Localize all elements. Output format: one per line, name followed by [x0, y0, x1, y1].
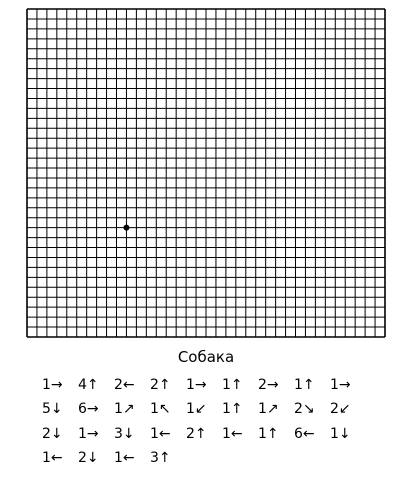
step: 2↑: [150, 377, 171, 393]
step: 1→: [186, 377, 207, 393]
step: 2↙: [330, 401, 351, 417]
instruction-row-2: [42, 398, 366, 420]
start-point-dot: [123, 225, 129, 231]
step: 2↑: [186, 426, 207, 442]
step: 3↑: [150, 450, 171, 466]
puzzle-title: Собака: [177, 348, 235, 366]
step: 1↑: [222, 377, 243, 393]
step: 1↙: [186, 401, 207, 417]
step: 6→: [78, 401, 99, 417]
step: 1←: [114, 450, 135, 466]
instruction-row-3: [42, 423, 366, 445]
step: 3↓: [114, 426, 135, 442]
step: 2↘: [294, 401, 315, 417]
step: 2→: [258, 377, 279, 393]
step: 1←: [42, 450, 63, 466]
step: 1↑: [294, 377, 315, 393]
step: 2↓: [42, 426, 63, 442]
step: 1→: [42, 377, 63, 393]
step: 1←: [222, 426, 243, 442]
step: 1↖: [150, 401, 171, 417]
step: 1↓: [330, 426, 351, 442]
step: 1↗: [258, 401, 279, 417]
step: 1←: [150, 426, 171, 442]
step: 1↑: [258, 426, 279, 442]
step: 4↑: [78, 377, 99, 393]
instruction-row-1: [42, 374, 366, 396]
drawing-grid: [26, 8, 386, 338]
instruction-row-4: [42, 447, 186, 469]
step: 2←: [114, 377, 135, 393]
step: 1↑: [222, 401, 243, 417]
step: 1→: [78, 426, 99, 442]
step: 5↓: [42, 401, 63, 417]
step: 2↓: [78, 450, 99, 466]
grid-canvas: [26, 8, 386, 338]
step: 6←: [294, 426, 315, 442]
step: 1→: [330, 377, 351, 393]
step: 1↗: [114, 401, 135, 417]
